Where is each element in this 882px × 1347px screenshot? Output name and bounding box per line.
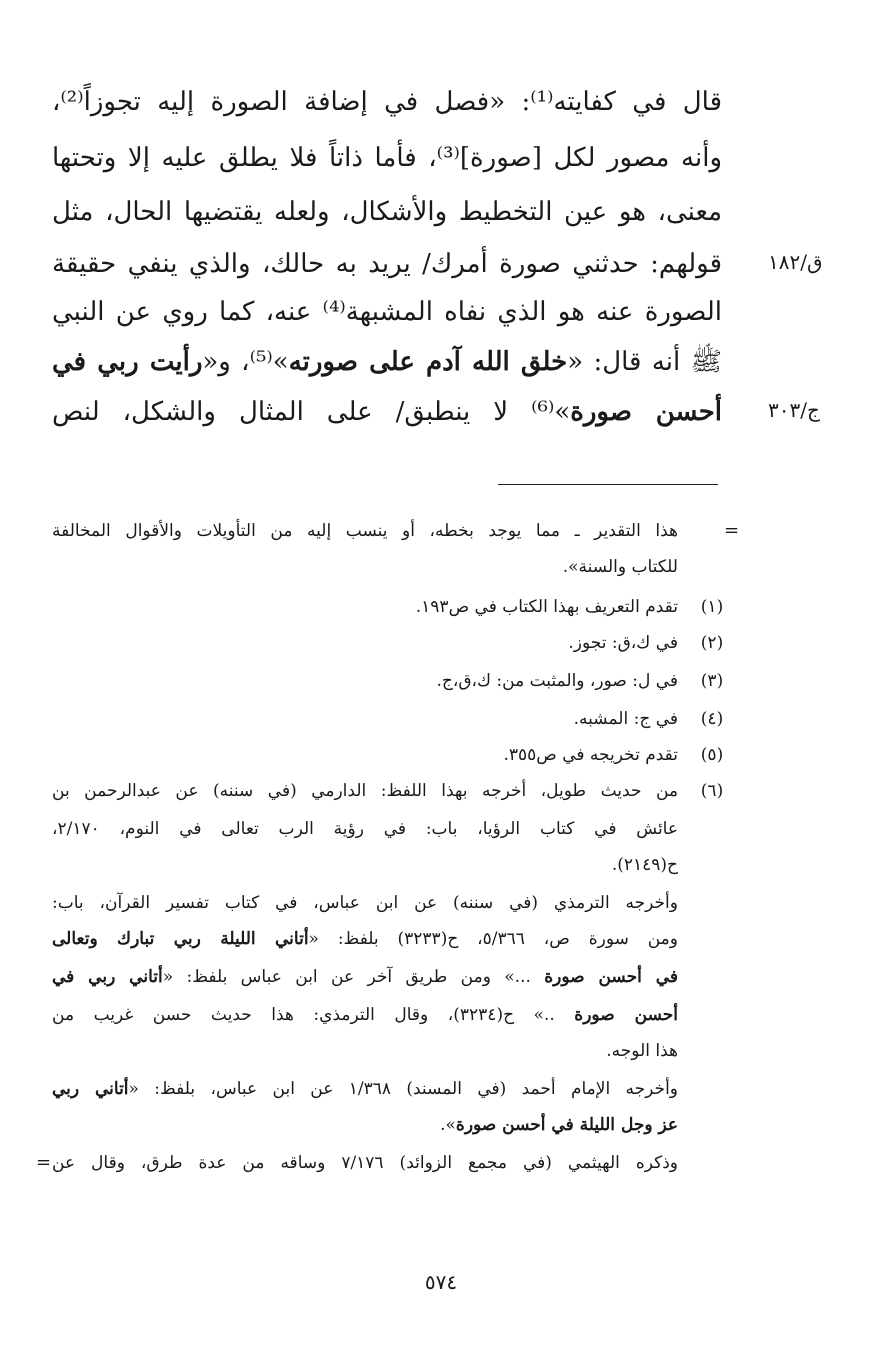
footnote-line: عائش في كتاب الرؤيا، باب: في رؤية الرب تعالى في النوم، ٢/١٧٠، <box>52 819 678 839</box>
page-number: ٥٧٤ <box>424 1270 458 1294</box>
footnote-text: تقدم التعريف بهذا الكتاب في ص١٩٣. <box>415 597 678 617</box>
main-line: وأنه مصور لكل [صورة]⁽³⁾، فأما ذاتاً فلا يطلق عليه إلا وتحتها <box>52 143 722 173</box>
main-line: أحسن صورة»⁽⁶⁾ لا ينطبق/ على المثال والشكل، لنص <box>52 397 722 427</box>
footnote-separator <box>498 484 718 485</box>
footnote-line: ح(٢١٤٩). <box>611 855 678 875</box>
footnote-line: وأخرجه الإمام أحمد (في المسند) ١/٣٦٨ عن ابن عباس، بلفظ: «أتاني ربي <box>52 1079 678 1099</box>
footnote-line: في أحسن صورة ...» ومن طريق آخر عن ابن عباس بلفظ: «أتاني ربي في <box>52 967 679 987</box>
main-line: قال في كفايته⁽¹⁾: «فصل في إضافة الصورة إليه تجوزاً⁽²⁾، <box>52 87 722 117</box>
footnote-number: (٦) <box>700 781 724 801</box>
footnote-text: تقدم تخريجه في ص٣٥٥. <box>503 745 678 765</box>
footnote-line: أحسن صورة ..» ح(٣٢٣٤)، وقال الترمذي: هذا حديث حسن غريب من <box>52 1005 678 1025</box>
margin-reference: ق/١٨٢ <box>768 250 823 274</box>
footnote-text: في ج: المشبه. <box>573 709 678 729</box>
footnote-line: وأخرجه الترمذي (في سننه) عن ابن عباس، في كتاب تفسير القرآن، باب: <box>52 893 678 913</box>
footnote-line: وذكره الهيثمي (في مجمع الزوائد) ٧/١٧٦ وساقه من عدة طرق، وقال عن <box>52 1153 679 1173</box>
footnote-line: ومن سورة ص، ٥/٣٦٦، ح(٣٢٣٣) بلفظ: «أتاني الليلة ربي تبارك وتعالى <box>52 929 678 949</box>
footnote-line: هذا التقدير ـ مما يوجد بخطه، أو ينسب إليه من التأويلات والأقوال المخالفة <box>52 521 678 541</box>
footnote-number: (١) <box>700 597 724 617</box>
footnote-line: هذا الوجه. <box>606 1041 678 1061</box>
footnote-text: في ل: صور، والمثبت من: ك،ق،ج. <box>436 671 678 691</box>
footnote-number: (٥) <box>700 745 724 765</box>
continuation-mark: = <box>36 1152 52 1173</box>
footnote-line: من حديث طويل، أخرجه بهذا اللفظ: الدارمي (في سننه) عن عبدالرحمن بن <box>52 781 678 801</box>
footnote-text: في ك،ق: تجوز. <box>568 633 678 653</box>
main-line: الصورة عنه هو الذي نفاه المشبهة⁽⁴⁾ عنه، كما روي عن النبي <box>52 297 722 327</box>
continuation-mark: = <box>724 520 740 541</box>
main-line: معنى، هو عين التخطيط والأشكال، ولعله يقتضيها الحال، مثل <box>52 197 722 227</box>
footnote-line: للكتاب والسنة». <box>562 557 678 577</box>
main-line: ﷺ أنه قال: «خلق الله آدم على صورته»⁽⁵⁾، و«رأيت ربي في <box>52 347 722 377</box>
main-line: قولهم: حدثني صورة أمرك/ يريد به حالك، والذي ينفي حقيقة <box>52 249 722 279</box>
footnote-line: عز وجل الليلة في أحسن صورة». <box>440 1115 678 1135</box>
footnote-number: (٢) <box>700 633 724 653</box>
footnote-number: (٣) <box>700 671 724 691</box>
margin-reference: ج/٣٠٣ <box>768 398 820 422</box>
footnote-number: (٤) <box>700 709 724 729</box>
